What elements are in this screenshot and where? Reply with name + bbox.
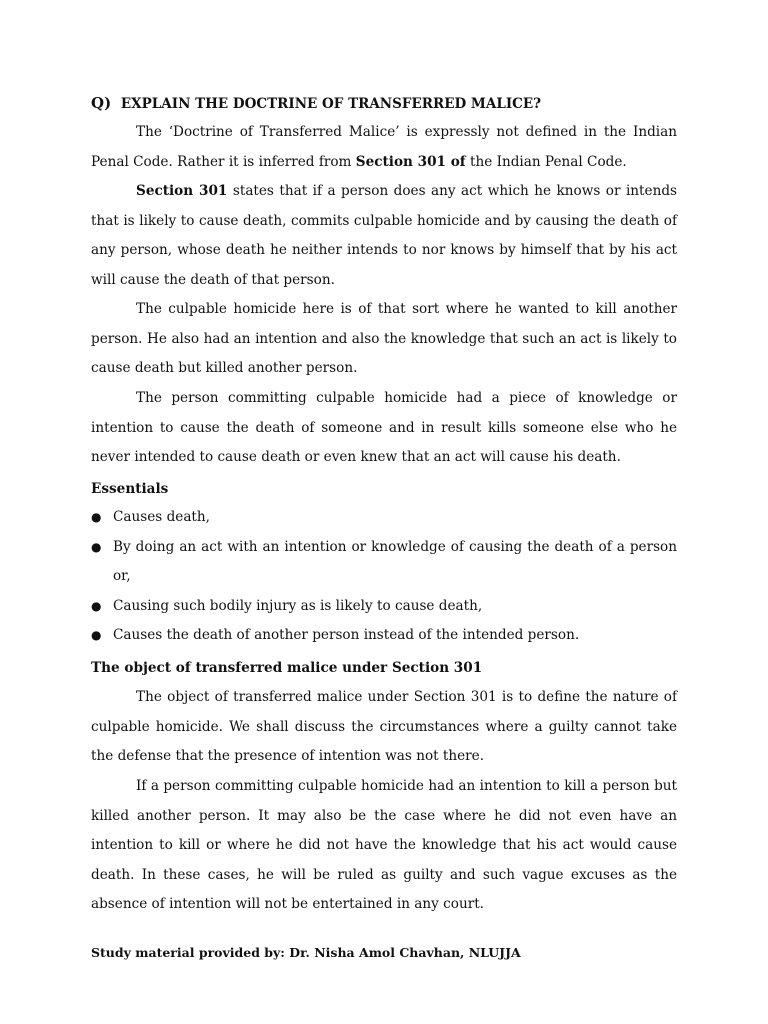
paragraph-definition [91, 118, 677, 177]
footer-credit: Study material provided by: Dr. Nisha Amol Chavhan, NLUJJA [91, 945, 521, 960]
section-reference: Section 301 of [355, 153, 466, 170]
question-prefix: Q) [91, 94, 112, 112]
paragraph-object: The object of transferred malice under Section 301 is to define the nature of culpable homicide. We shall discuss the circumstances where a guilty cannot take the defense that the presence of intention was not there. [91, 689, 677, 764]
bullet-icon: ● [91, 628, 102, 642]
paragraph-section-301 [91, 177, 677, 295]
question-heading [91, 94, 541, 112]
list-item: ● By doing an act with an intention or knowledge of causing the death of a person or, [91, 533, 677, 592]
section-reference: Section 301 [136, 183, 228, 199]
paragraph-text: states that if a person does any act which he knows or intends that is likely to cause death, commits culpable homicide and by causing the death of any person, whose death he neither intends to nor knows by himself that by his act will cause the death of that person. [91, 183, 677, 288]
essentials-heading: Essentials [91, 481, 169, 497]
object-section-heading: The object of transferred malice under Section 301 [91, 660, 483, 676]
list-item: ● Causes death, [91, 503, 677, 533]
paragraph-text: The ‘Doctrine of Transferred Malice’ is expressly not defined in the Indian Penal Code. Rather it is inferred from [91, 124, 677, 170]
paragraph-knowledge-intention: The person committing culpable homicide had a piece of knowledge or intention to cause the death of someone and in result kills someone else who he never intended to cause death or even knew that an act will cause his death. [91, 390, 677, 465]
bullet-icon: ● [91, 510, 102, 524]
bullet-icon: ● [91, 598, 102, 613]
list-item: ● Causes the death of another person instead of the intended person. [91, 621, 677, 651]
paragraph-text: the Indian Penal Code. [465, 153, 627, 170]
bullet-icon: ● [91, 539, 102, 554]
list-item: ● Causing such bodily injury as is likely to cause death, [91, 592, 677, 622]
essentials-list [91, 503, 677, 651]
question-title: EXPLAIN THE DOCTRINE OF TRANSFERRED MALICE? [120, 96, 542, 112]
paragraph-cases: If a person committing culpable homicide had an intention to kill a person but killed another person. It may also be the case where he did not even have an intention to kill or where he did not have the knowledge that his act would cause death. In these cases, he will be ruled as guilty and such vague excuses as the absence of intention will not be entertained in any court. [91, 778, 677, 912]
paragraph-culpable-homicide: The culpable homicide here is of that sort where he wanted to kill another person. He also had an intention and also the knowledge that such an act is likely to cause death but killed another person. [91, 301, 677, 376]
